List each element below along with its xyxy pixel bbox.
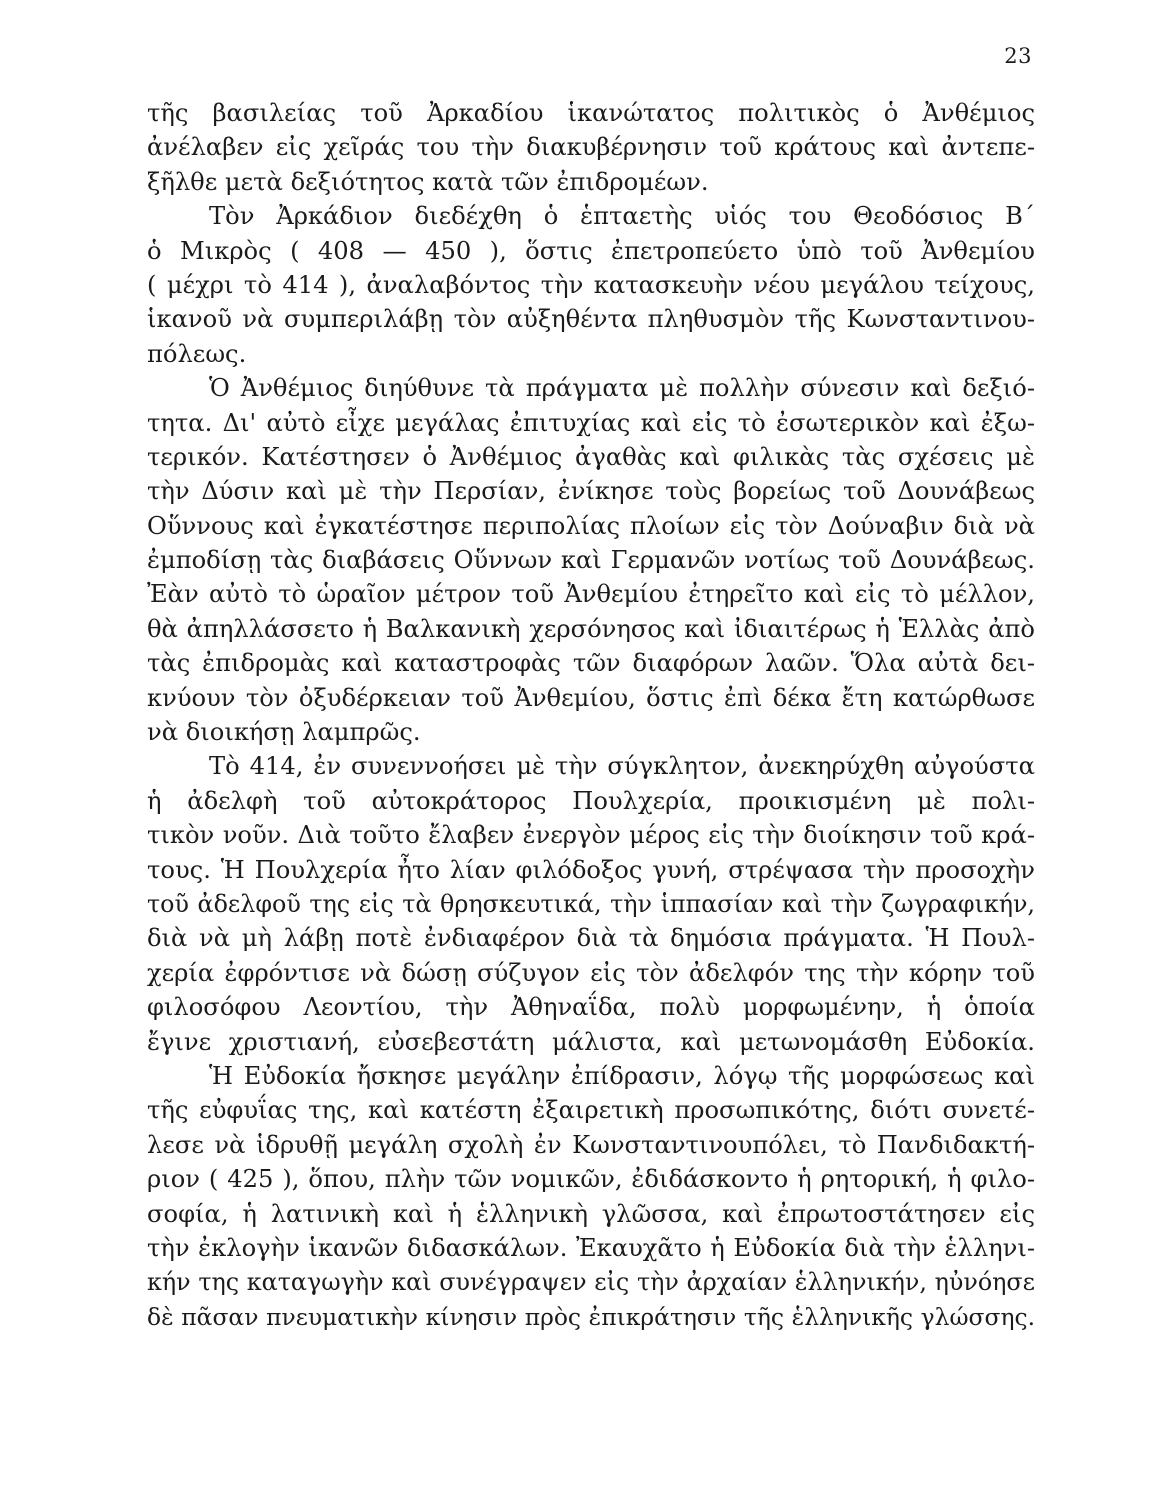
text-line: Οὕννους καὶ ἐγκατέστησε περιπολίας πλοίων εἰς τὸν Δούναβιν διὰ νὰ xyxy=(147,511,1035,540)
text-line: τερικόν. Κατέστησεν ὁ Ἀνθέμιος ἀγαθὰς καὶ φιλικὰς τὰς σχέσεις μὲ xyxy=(147,442,1035,471)
text-line: φιλοσόφου Λεοντίου, τὴν Ἀθηναΐδα, πολὺ μορφωμένην, ἡ ὁποία xyxy=(147,993,1035,1022)
text-line: τῆς εὐφυΐας της, καὶ κατέστη ἐξαιρετικὴ προσωπικότης, διότι συνετέ- xyxy=(147,1096,1035,1125)
text-line: κνύουν τὸν ὀξυδέρκειαν τοῦ Ἀνθεμίου, ὅστις ἐπὶ δέκα ἔτη κατώρθωσε xyxy=(147,683,1035,712)
text-line: χερία ἐφρόντισε νὰ δώσῃ σύζυγον εἰς τὸν ἀδελφόν της τὴν κόρην τοῦ xyxy=(147,958,1035,987)
text-line: ἐμποδίσῃ τὰς διαβάσεις Οὕννων καὶ Γερμανῶν νοτίως τοῦ Δουνάβεως. xyxy=(147,546,1035,575)
text-line: τητα. Δι' αὐτὸ εἶχε μεγάλας ἐπιτυχίας καὶ εἰς τὸ ἐσωτερικὸν καὶ ἐξω- xyxy=(147,408,1035,437)
text-line: λεσε νὰ ἱδρυθῇ μεγάλη σχολὴ ἐν Κωνσταντινουπόλει, τὸ Πανδιδακτή- xyxy=(147,1130,1035,1159)
text-line: Ἡ Εὐδοκία ἤσκησε μεγάλην ἐπίδρασιν, λόγῳ τῆς μορφώσεως καὶ xyxy=(209,1061,1035,1090)
text-line: τοῦ ἀδελφοῦ της εἰς τὰ θρησκευτικά, τὴν ἱππασίαν καὶ τὴν ζωγραφικήν, xyxy=(147,889,1035,918)
text-line: διὰ νὰ μὴ λάβῃ ποτὲ ἐνδιαφέρον διὰ τὰ δημόσια πράγματα. Ἡ Πουλ- xyxy=(147,924,1035,953)
text-line: Τὸν Ἀρκάδιον διεδέχθη ὁ ἑπταετὴς υἱός του Θεοδόσιος Β΄ xyxy=(209,202,1035,231)
text-line: τους. Ἡ Πουλχερία ἦτο λίαν φιλόδοξος γυνή, στρέψασα τὴν προσοχὴν xyxy=(147,855,1035,884)
text-line: θὰ ἀπηλλάσσετο ἡ Βαλκανικὴ χερσόνησος καὶ ἰδιαιτέρως ἡ Ἑλλὰς ἀπὸ xyxy=(147,614,1035,643)
text-line: ξῆλθε μετὰ δεξιότητος κατὰ τῶν ἐπιδρομέων. xyxy=(147,167,709,196)
text-line: ἀνέλαβεν εἰς χεῖράς του τὴν διακυβέρνησιν τοῦ κράτους καὶ ἀντεπε- xyxy=(147,133,1035,162)
body-text xyxy=(147,96,1035,1334)
text-line: τικὸν νοῦν. Διὰ τοῦτο ἔλαβεν ἐνεργὸν μέρος εἰς τὴν διοίκησιν τοῦ κρά- xyxy=(147,821,1035,850)
text-line: τὰς ἐπιδρομὰς καὶ καταστροφὰς τῶν διαφόρων λαῶν. Ὅλα αὐτὰ δει- xyxy=(147,649,1035,678)
text-line: ριον ( 425 ), ὅπου, πλὴν τῶν νομικῶν, ἐδιδάσκοντο ἡ ρητορική, ἡ φιλο- xyxy=(147,1165,1035,1194)
page-number: 23 xyxy=(1004,44,1032,68)
text-line: Ὁ Ἀνθέμιος διηύθυνε τὰ πράγματα μὲ πολλὴν σύνεσιν καὶ δεξιό- xyxy=(209,374,1035,403)
text-line: τῆς βασιλείας τοῦ Ἀρκαδίου ἱκανώτατος πολιτικὸς ὁ Ἀνθέμιος xyxy=(147,99,1035,127)
text-line: νὰ διοικήσῃ λαμπρῶς. xyxy=(147,718,421,747)
text-line: Ἐὰν αὐτὸ τὸ ὡραῖον μέτρον τοῦ Ἀνθεμίου ἐτηρεῖτο καὶ εἰς τὸ μέλλον, xyxy=(147,580,1035,609)
text-line: σοφία, ἡ λατινικὴ καὶ ἡ ἑλληνικὴ γλῶσσα, καὶ ἐπρωτοστάτησεν εἰς xyxy=(147,1199,1035,1228)
text-line: ἔγινε χριστιανή, εὐσεβεστάτη μάλιστα, καὶ μετωνομάσθη Εὐδοκία. xyxy=(147,1027,1035,1056)
text-line: τὴν Δύσιν καὶ μὲ τὴν Περσίαν, ἐνίκησε τοὺς βορείως τοῦ Δουνάβεως xyxy=(147,477,1035,506)
text-line: τὴν ἐκλογὴν ἱκανῶν διδασκάλων. Ἐκαυχᾶτο ἡ Εὐδοκία διὰ τὴν ἑλληνι- xyxy=(147,1233,1035,1262)
text-line: πόλεως. xyxy=(147,339,247,368)
text-line: ἱκανοῦ νὰ συμπεριλάβῃ τὸν αὐξηθέντα πληθυσμὸν τῆς Κωνσταντινου- xyxy=(147,305,1035,334)
text-line: κήν της καταγωγὴν καὶ συνέγραψεν εἰς τὴν ἀρχαίαν ἑλληνικήν, ηὐνόησε xyxy=(147,1268,1035,1297)
text-line: ἡ ἀδελφὴ τοῦ αὐτοκράτορος Πουλχερία, προικισμένη μὲ πολι- xyxy=(147,786,1035,815)
text-line: ( μέχρι τὸ 414 ), ἀναλαβόντος τὴν κατασκευὴν νέου μεγάλου τείχους, xyxy=(147,270,1035,299)
text-line: δὲ πᾶσαν πνευματικὴν κίνησιν πρὸς ἐπικράτησιν τῆς ἑλληνικῆς γλώσσης. xyxy=(147,1302,1035,1331)
text-line: ὁ Μικρὸς ( 408 — 450 ), ὅστις ἐπετροπεύετο ὑπὸ τοῦ Ἀνθεμίου xyxy=(147,236,1035,265)
text-line: Τὸ 414, ἐν συνεννοήσει μὲ τὴν σύγκλητον, ἀνεκηρύχθη αὐγούστα xyxy=(209,752,1035,781)
